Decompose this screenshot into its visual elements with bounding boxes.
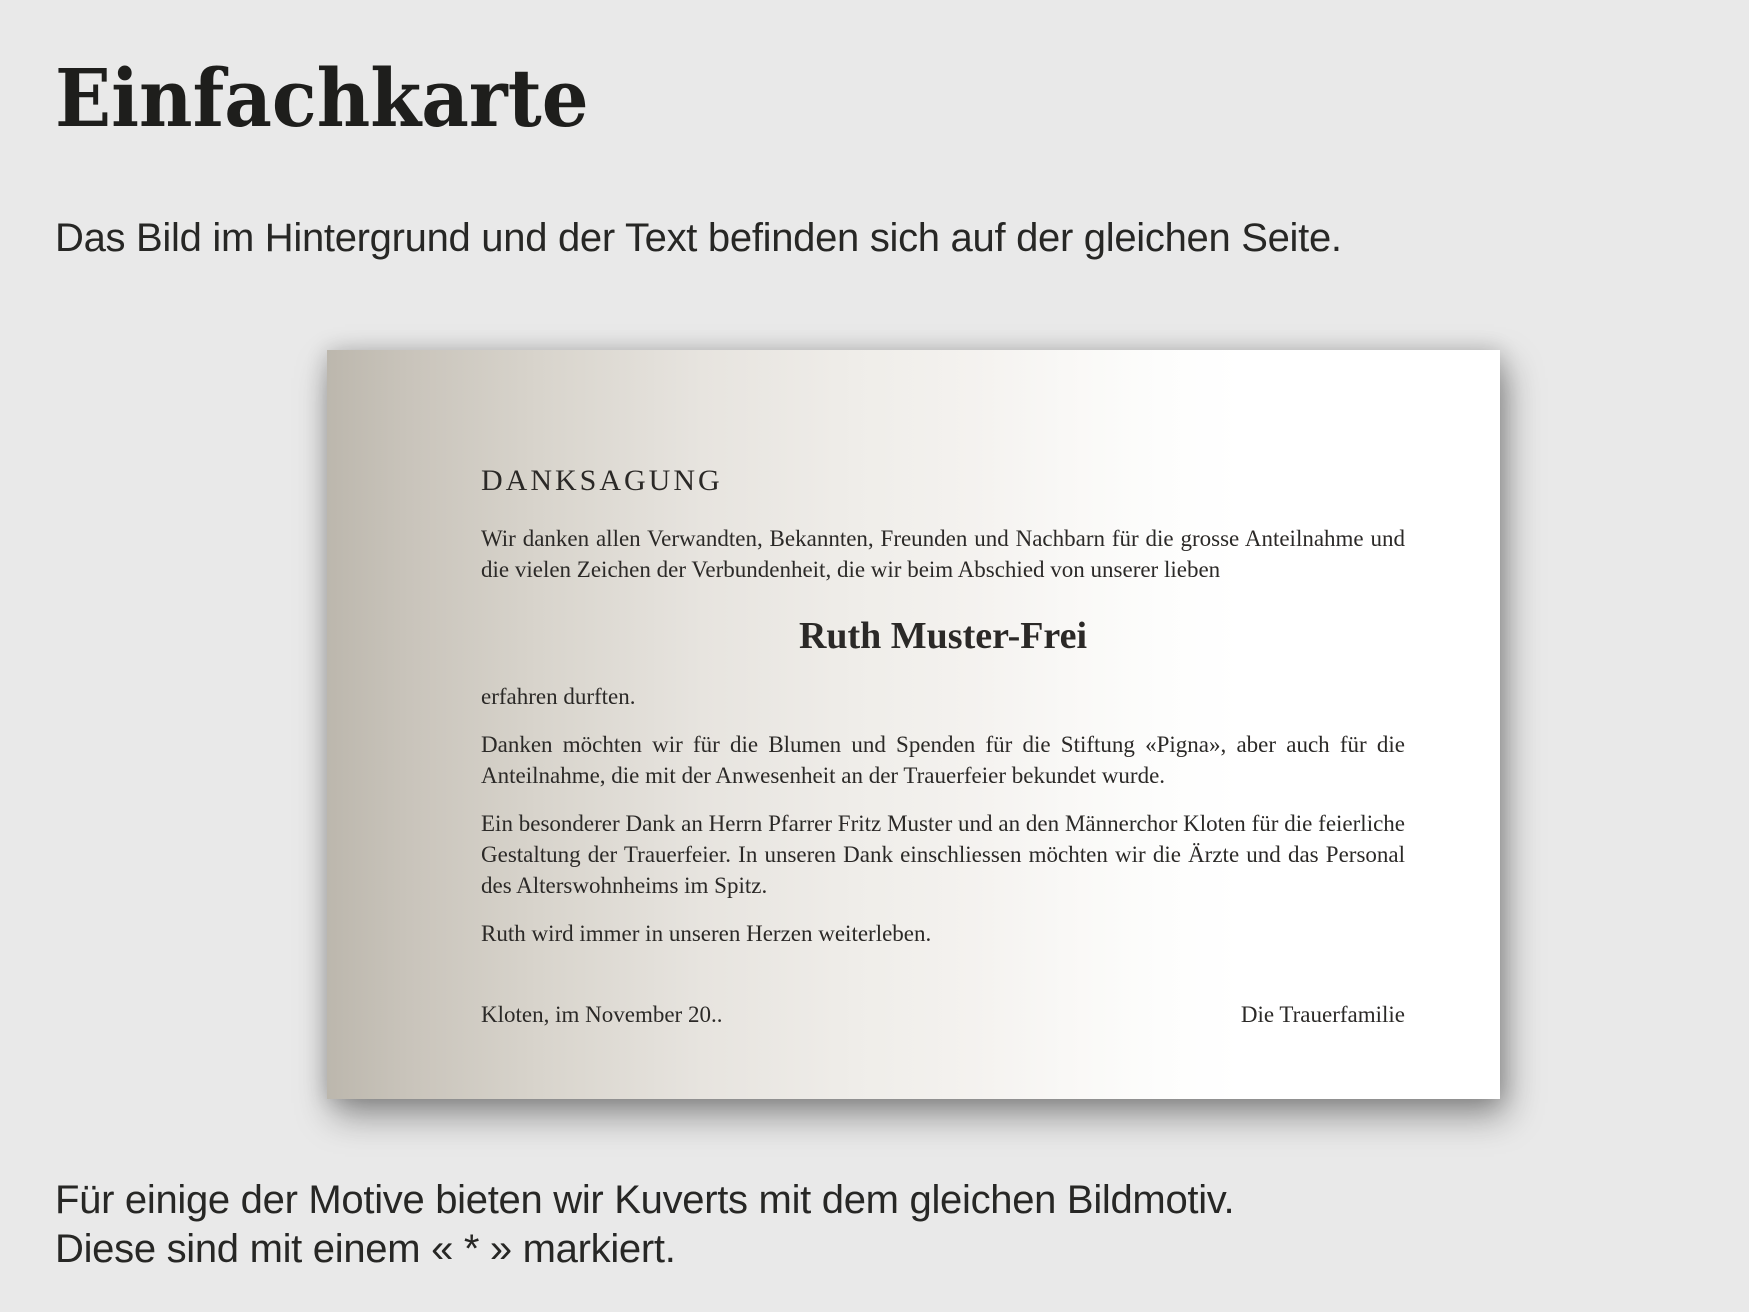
card-bottom-row	[481, 999, 1405, 1030]
page-footer-line1: Für einige der Motive bieten wir Kuverts mit dem gleichen Bildmotiv.	[55, 1178, 1235, 1222]
card-preview	[327, 350, 1500, 1099]
card-signature: Die Trauerfamilie	[1240, 1002, 1405, 1027]
deceased-name: Ruth Muster-Frei	[798, 615, 1088, 657]
card-closing-paragraph: Ruth wird immer in unseren Herzen weiterleben.	[481, 921, 932, 946]
page-footer-note	[55, 1176, 1234, 1274]
card-intro-paragraph: Wir danken allen Verwandten, Bekannten, Freunden und Nachbarn für die grosse Anteilnahme und die vielen Zeichen der Verbundenheit, die wir beim Abschied von unserer lieben	[481, 526, 1405, 582]
card-place-date: Kloten, im November 20..	[481, 1002, 723, 1027]
card-heading: DANKSAGUNG	[481, 464, 723, 497]
page-title: Einfachkarte	[55, 51, 589, 145]
page-subtitle: Das Bild im Hintergrund und der Text befinden sich auf der gleichen Seite.	[55, 216, 1342, 260]
card-special-thanks-paragraph: Ein besonderer Dank an Herrn Pfarrer Fritz Muster und an den Männerchor Kloten für die feierliche Gestaltung der Trauerfeier. In unseren Dank einschliessen möchten wir die Ärzte und das Personal des Alterswohnheims im Spitz.	[481, 811, 1405, 898]
page-footer-line2: Diese sind mit einem « * » markiert.	[55, 1227, 676, 1271]
card-thanks-paragraph: Danken möchten wir für die Blumen und Spenden für die Stiftung «Pigna», aber auch für die Anteilnahme, die mit der Anwesenheit an der Trauerfeier bekundet wurde.	[481, 732, 1405, 788]
card-after-name-paragraph: erfahren durften.	[481, 684, 636, 709]
